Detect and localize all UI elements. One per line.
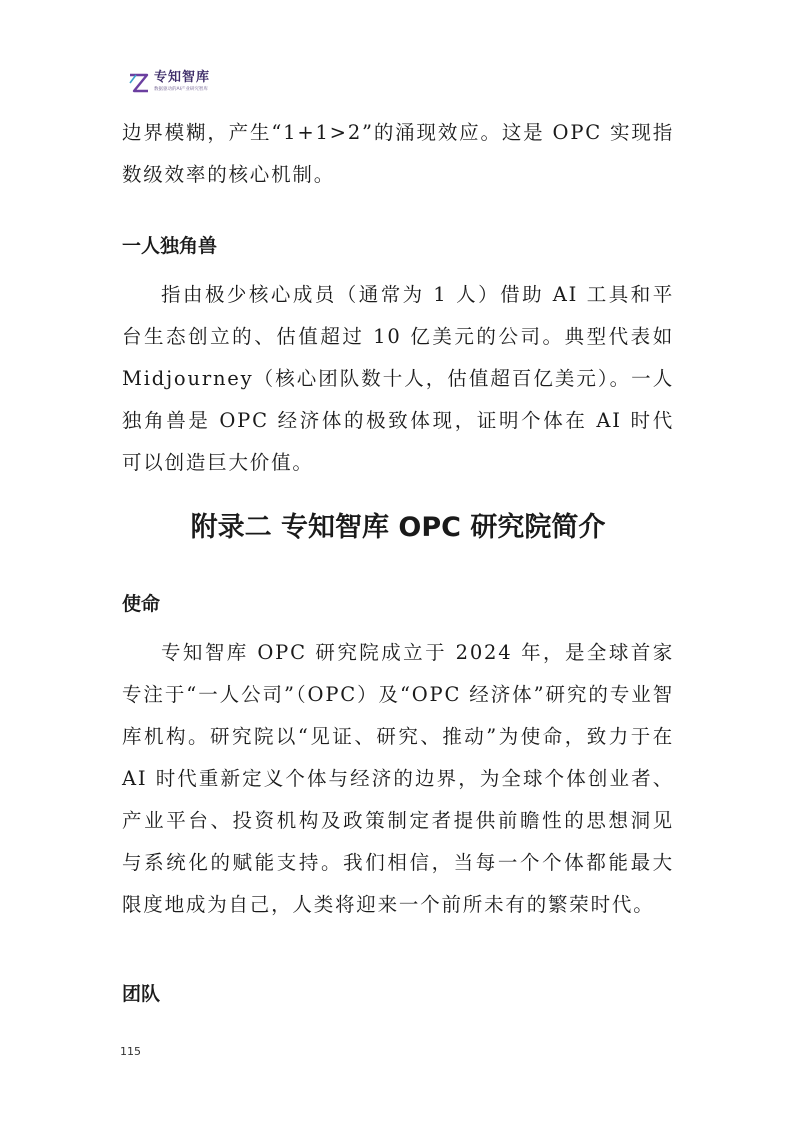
logo-subtitle: 数据驱动的AI产业研究智库	[154, 87, 208, 92]
heading-team: 团队	[122, 983, 161, 1005]
paragraph-continuation: 边界模糊，产生“1+1>2”的涌现效应。这是 OPC 实现指数级效率的核心机制。	[122, 121, 674, 186]
page-number: 115	[120, 1045, 141, 1058]
appendix-title: 附录二 专知智库 OPC 研究院简介	[190, 512, 606, 543]
zhuanzhi-logo-icon	[128, 72, 150, 94]
paragraph-unicorn: 指由极少核心成员（通常为 1 人）借助 AI 工具和平台生态创立的、估值超过 10 亿美元的公司。典型代表如Midjourney（核心团队数十人，估值超百亿美元）。一人独角兽是 OPC 经济体的极致体现，证明个体在 AI 时代可以创造巨大价值。	[122, 283, 674, 474]
logo-title: 专知智库	[154, 70, 211, 85]
paragraph-mission: 专知智库 OPC 研究院成立于 2024 年，是全球首家专注于“一人公司”（OPC）及“OPC 经济体”研究的专业智库机构。研究院以“见证、研究、推动”为使命，致力于在 AI 时代重新定义个体与经济的边界，为全球个体创业者、产业平台、投资机构及政策制定者提供前瞻性的思想洞见与系统化的赋能支持。我们相信，当每一个个体都能最大限度地成为自己，人类将迎来一个前所未有的繁荣时代。	[122, 641, 674, 916]
document-body	[122, 112, 674, 1008]
logo-text	[154, 70, 210, 93]
heading-mission: 使命	[122, 593, 161, 615]
page-header	[128, 70, 210, 100]
heading-unicorn: 一人独角兽	[122, 235, 218, 257]
